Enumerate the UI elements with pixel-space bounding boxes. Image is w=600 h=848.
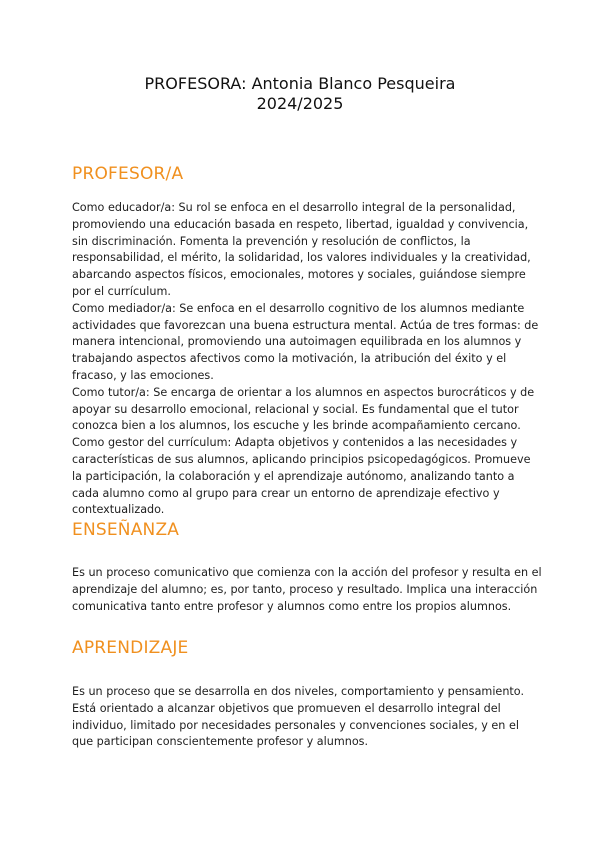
section-body-aprendizaje xyxy=(72,684,542,751)
teacher-name-line: PROFESORA: Antonia Blanco Pesqueira xyxy=(144,74,456,93)
paragraph-mediador: Como mediador/a: Se enfoca en el desarrollo cognitivo de los alumnos mediante actividades que favorezcan una buena estructura mental. Actúa de tres formas: de manera intencional, promoviendo una autoimagen equilibrada en los alumnos y trabajando aspectos afectivos como la motivación, la atribución del éxito y el fracaso, y las emociones. xyxy=(72,301,539,382)
paragraph-ensenanza: Es un proceso comunicativo que comienza con la acción del profesor y resulta en el aprendizaje del alumno; es, por tanto, proceso y resultado. Implica una interacción comunicativa tanto entre profesor y alumnos como entre los propios alumnos. xyxy=(72,566,542,613)
school-year: 2024/2025 xyxy=(256,94,344,113)
paragraph-aprendizaje: Es un proceso que se desarrolla en dos niveles, comportamiento y pensamiento. Está orientado a alcanzar objetivos que promueven el desarrollo integral del individuo, limitado por necesidades personales y convenciones sociales, y en el que participan conscientemente profesor y alumnos. xyxy=(72,685,525,749)
section-body-profesor xyxy=(72,200,542,519)
paragraph-gestor: Como gestor del currículum: Adapta objetivos y contenidos a las necesidades y características de sus alumnos, aplicando principios psicopedagógicos. Promueve la participación, la colaboración y el aprendizaje autónomo, analizando tanto a cada alumno como al grupo para crear un entorno de aprendizaje efectivo y contextualizado. xyxy=(72,436,531,517)
section-title-ensenanza: ENSEÑANZA xyxy=(72,520,180,540)
paragraph-educador: Como educador/a: Su rol se enfoca en el desarrollo integral de la personalidad, promoviendo una educación basada en respeto, libertad, igualdad y convivencia, sin discriminación. Fomenta la prevención y resolución de conflictos, la responsabilidad, el mérito, la solidaridad, los valores individuales y la creatividad, abarcando aspectos físicos, emocionales, motores y sociales, guiándose siempre por el currículum. xyxy=(72,201,531,298)
section-body-ensenanza xyxy=(72,565,542,615)
document-header xyxy=(0,74,600,114)
paragraph-tutor: Como tutor/a: Se encarga de orientar a los alumnos en aspectos burocráticos y de apoyar su desarrollo emocional, relacional y social. Es fundamental que el tutor conozca bien a los alumnos, los escuche y les brinde acompañamiento cercano. xyxy=(72,385,535,433)
section-title-aprendizaje: APRENDIZAJE xyxy=(72,638,189,658)
section-title-profesor: PROFESOR/A xyxy=(72,164,184,184)
